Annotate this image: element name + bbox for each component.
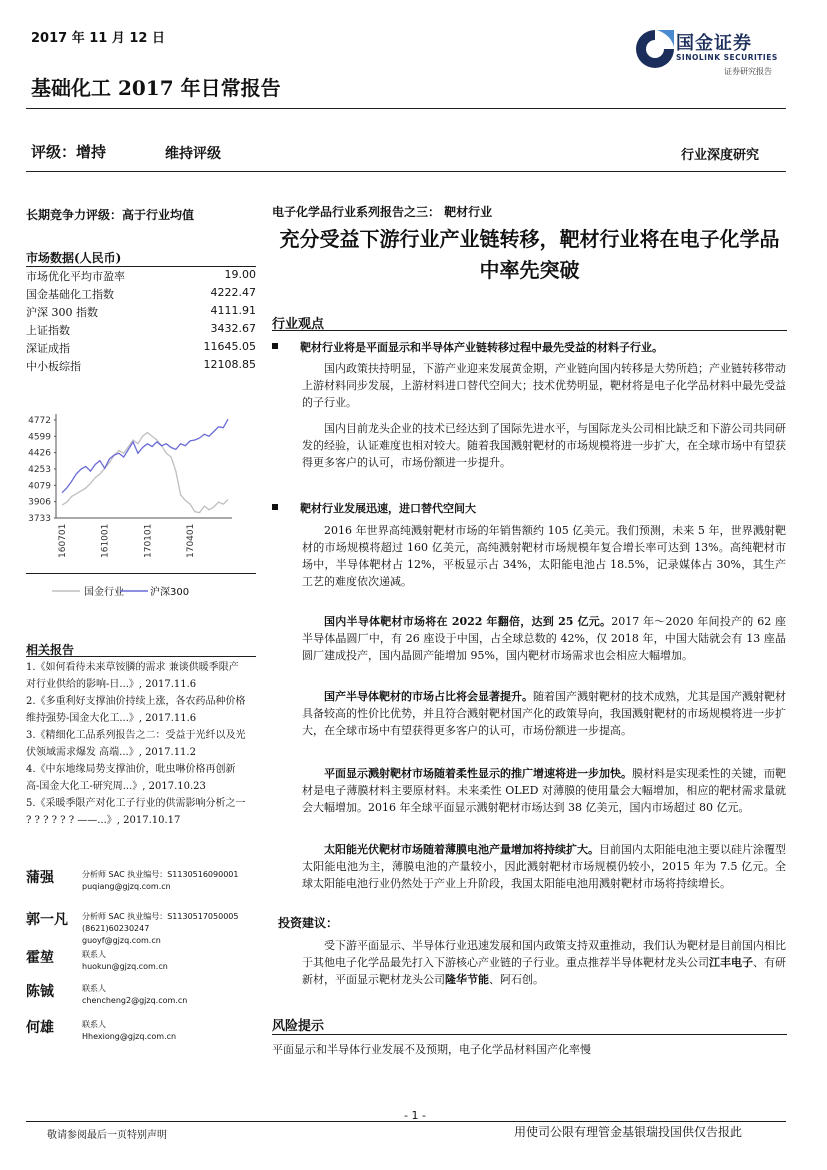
y-tick-label: 3733: [28, 514, 51, 524]
disclaimer-note: 敬请参阅最后一页特别声明: [47, 1130, 167, 1141]
emphasis: 国产半导体靶材的市场占比将会显著提升。: [324, 690, 533, 703]
market-row: 国金基础化工指数 4222.47: [26, 286, 256, 301]
sinolink-logo-icon: [633, 27, 677, 71]
analyst-name: 蒲强: [26, 870, 54, 886]
analyst-name: 郭一凡: [26, 912, 68, 928]
analyst-role: 联系人: [82, 984, 106, 993]
paragraph: 受下游平面显示、半导体行业迅速发展和国内政策支持双重推动，我们认为靶材是目前国内相比于其他电子化学品最先打入下游核心产业链的子行业。重点推荐半导体靶材龙头公司江丰电子、有研新材，平面显示靶材龙头公司隆华节能、阿石创。: [302, 939, 786, 986]
market-row: 市场优化平均市盈率 19.00: [26, 268, 256, 283]
analyst-role: 联系人: [82, 1020, 106, 1029]
series-line-hs300: [62, 419, 228, 493]
legend-label-hs300: 沪深300: [150, 587, 190, 598]
logo-text: 国金证券: [676, 33, 752, 54]
company-highlight: 江丰电子: [709, 956, 753, 969]
related-report-item[interactable]: 5.《采暖季限产对化工子行业的供需影响分析之一 ? ? ? ? ? ? ——...》, 2017.10.17: [26, 798, 246, 826]
x-tick-label: 170101: [143, 523, 154, 558]
paragraph: 太阳能光伏靶材市场随着薄膜电池产量增加将持续扩大。目前国内太阳能电池主要以硅片涂覆型太阳能电池为主，薄膜电池的产量较小，因此溅射靶材市场规模仍较小，2015 年为 7.5 亿元。全球太阳能电池行业仍然处于产业上升阶段，我国太阳能电池用溅射靶材市场将持续增长。: [302, 843, 786, 890]
y-tick-label: 4253: [28, 464, 51, 475]
invest-title: 投资建议：: [278, 916, 339, 930]
paragraph: 国内政策扶持明显，下游产业迎来发展黄金期，产业链向国内转移是大势所趋；产业链转移带动上游材料同步发展，上游材料进口替代空间大；技术优势明显，靶材将是电子化学品材料中最先受益的子行业。: [302, 362, 786, 409]
related-report-item[interactable]: 4.《中东地缘局势支撑油价，吡虫啉价格再创新高-国金大化工-研究周...》, 2017.10.23: [26, 764, 236, 792]
x-tick-label: 170401: [186, 523, 197, 558]
y-tick-label: 3906: [28, 497, 51, 508]
market-divider: [26, 266, 256, 267]
report-date: 2017 年 11 月 12 日: [31, 31, 165, 46]
paragraph: 国内半导体靶材市场将在 2022 年翻倍，达到 25 亿元。2017 年～2020 年间投产的 62 座半导体晶圆厂中，有 26 座设于中国，占全球总数的 42%，仅 2018 年，中国大陆就会有 13 座晶圆厂建成投产，国内晶圆产能增加 95%，国内靶材市场需求也会相应大幅增加。: [302, 615, 786, 662]
y-tick-label: 4772: [28, 416, 51, 426]
analyst-sac: 分析师 SAC 执业编号：S1130516090001: [82, 870, 239, 879]
logo-english: SINOLINK SECURITIES: [676, 53, 778, 62]
analyst-role: 联系人: [82, 950, 106, 959]
analyst-sac: 分析师 SAC 执业编号：S1130517050005: [82, 912, 239, 921]
emphasis: 国内半导体靶材市场将在 2022 年翻倍，达到 25 亿元。: [324, 615, 612, 628]
legend-swatch-industry: [52, 586, 82, 596]
report-type: 行业深度研究: [681, 148, 760, 163]
y-tick-label: 4079: [28, 481, 51, 492]
page-number: - 1 -: [404, 1109, 426, 1122]
emphasis: 太阳能光伏靶材市场随着薄膜电池产量增加将持续扩大。: [324, 843, 599, 856]
x-tick-label: 161001: [100, 523, 111, 558]
analyst-email[interactable]: chencheng2@gjzq.com.cn: [82, 996, 188, 1005]
analyst-email[interactable]: Hhexiong@gjzq.com.cn: [82, 1032, 177, 1041]
analyst-email[interactable]: puqiang@gjzq.com.cn: [82, 882, 171, 891]
legend-swatch-hs300: [120, 586, 150, 596]
paragraph: 2016 年世界高纯溅射靶材市场的年销售额约 105 亿美元。我们预测，未来 5 年，世界溅射靶材的市场规模将超过 160 亿美元，高纯溅射靶材市场规模年复合增长率可达到 13%。高纯靶材市场中，半导体靶材占 12%，平板显示占 34%，太阳能电池占 18.5%，记录媒体占 30%，其生产工艺的难度依次递减。: [302, 524, 786, 588]
paragraph: 国内目前龙头企业的技术已经达到了国际先进水平，与国际龙头公司相比缺乏和下游公司共同研发的经验，认证难度也相对较大。随着我国溅射靶材的市场规模将进一步扩大，在全球市场中有望获得更多客户的认可，市场份额进一步提升。: [302, 422, 786, 469]
risk-text: 平面显示和半导体行业发展不及预期，电子化学品材料国产化率慢: [272, 1043, 591, 1056]
rating: 评级：增持: [31, 143, 107, 161]
company-highlight: 隆华节能: [445, 973, 489, 986]
rating-action: 维持评级: [165, 146, 221, 162]
related-reports-title: 相关报告: [26, 643, 75, 657]
bullet-square-icon: [272, 504, 278, 510]
logo-subtitle: 证券研究报告: [724, 67, 772, 76]
related-report-item[interactable]: 2.《多重利好支撑油价持续上涨，各农药品种价格维持强势-国金大化工...》, 2017.11.6: [26, 696, 246, 724]
analyst-name: 何雄: [26, 1020, 54, 1036]
market-data-title: 市场数据(人民币): [26, 251, 122, 265]
y-tick-label: 4426: [28, 448, 51, 459]
risk-divider: [272, 1034, 787, 1035]
risk-title: 风险提示: [272, 1019, 325, 1034]
footer-divider: [26, 1121, 786, 1122]
series-title: 电子化学品行业系列报告之三： 靶材行业: [272, 205, 493, 219]
legend-label-industry: 国金行业: [84, 587, 124, 598]
paragraph: 平面显示溅射靶材市场随着柔性显示的推广增速将进一步加快。膜材料是实现柔性的关键，而靶材是电子薄膜材料主要原材料。未来柔性 OLED 对薄膜的使用量会大幅增加，相应的靶材需求量就会大幅增加。2016 年全球平面显示溅射靶材市场达到 38 亿美元，国内市场超过 80 亿元。: [302, 767, 786, 814]
footer-statement: 用使司公限有理管金基银瑞投国供仅告报此: [514, 1125, 743, 1139]
related-report-item[interactable]: 3.《精细化工品系列报告之二：受益于光纤以及光伏领域需求爆发 高端...》, 2017.11.2: [26, 730, 246, 758]
index-chart: [20, 408, 242, 608]
view-title: 行业观点: [272, 317, 325, 332]
analyst-name: 陈铖: [26, 984, 54, 1000]
analyst-email[interactable]: guoyf@gjzq.com.cn: [82, 936, 161, 945]
analyst-email[interactable]: huokun@gjzq.com.cn: [82, 962, 168, 971]
market-row: 沪深 300 指数 4111.91: [26, 304, 256, 319]
view-divider: [272, 330, 787, 331]
report-title: 基础化工 2017 年日常报告: [31, 76, 281, 100]
related-divider: [26, 656, 256, 657]
series-line-industry: [62, 433, 228, 513]
related-report-item[interactable]: 1.《如何看待未来草铵膦的需求 兼谈供暖季限产对行业供给的影响-日...》, 2017.11.6: [26, 662, 239, 690]
emphasis: 平面显示溅射靶材市场随着柔性显示的推广增速将进一步加快。: [324, 767, 632, 780]
y-tick-label: 4599: [28, 432, 51, 443]
legend-divider: [26, 573, 256, 574]
header-divider: [26, 108, 786, 109]
market-row: 上证指数 3432.67: [26, 322, 256, 337]
paragraph: 国产半导体靶材的市场占比将会显著提升。随着国产溅射靶材的技术成熟，尤其是国产溅射靶材具备较高的性价比优势，并且符合溅射靶材国产化的政策导向，我国溅射靶材的市场规模将进一步扩大，在全球市场中有望获得更多客户的认可，市场份额进一步提高。: [302, 690, 786, 737]
headline: 充分受益下游行业产业链转移，靶材行业将在电子化学品中率先突破: [279, 227, 780, 282]
analyst-name: 霍堃: [26, 950, 54, 966]
long-term-rating: 长期竞争力评级：高于行业均值: [26, 208, 195, 222]
rating-divider: [26, 171, 786, 172]
market-row: 深证成指 11645.05: [26, 340, 256, 355]
market-row: 中小板综指 12108.85: [26, 358, 256, 373]
analyst-phone: (8621)60230247: [82, 924, 150, 933]
x-tick-label: 160701: [58, 523, 68, 558]
bullet-square-icon: [272, 343, 278, 349]
